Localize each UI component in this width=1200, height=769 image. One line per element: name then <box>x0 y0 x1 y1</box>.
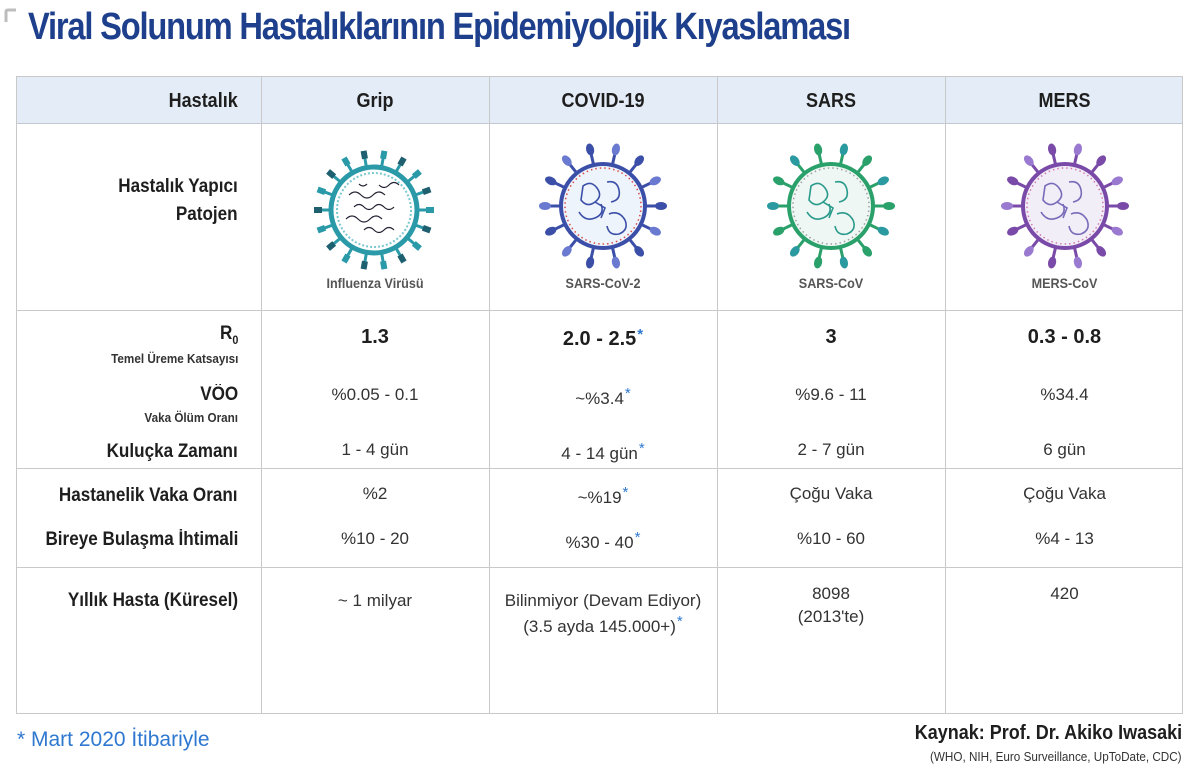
hospital-label: Hastanelik Vaka Oranı <box>59 485 238 506</box>
corner-mark-icon <box>4 8 18 24</box>
header-covid: COVID-19 <box>561 90 645 112</box>
cfr-mers: %34.4 <box>1040 385 1089 404</box>
annual-covid-line2: (3.5 ayda 145.000+)* <box>523 613 683 636</box>
r0-sars: 3 <box>825 326 837 348</box>
incubation-label: Kuluçka Zamanı <box>106 441 238 462</box>
source-references: (WHO, NIH, Euro Surveillance, UpToDate, CDC) <box>930 749 1182 764</box>
sars-cov-2-virus-icon <box>537 140 669 272</box>
transmission-covid: %30 - 40* <box>565 529 641 552</box>
r0-sublabel: Temel Üreme Katsayısı <box>110 351 238 366</box>
header-sars: SARS <box>805 90 857 112</box>
cfr-label: VÖO <box>199 384 238 405</box>
incubation-sars: 2 - 7 gün <box>797 440 865 459</box>
r0-covid: 2.0 - 2.5* <box>562 326 644 350</box>
cfr-grip: %0.05 - 0.1 <box>331 385 419 404</box>
transmission-label: Bireye Bulaşma İhtimali <box>45 529 238 550</box>
pathogen-sars: SARS-CoV <box>798 275 864 291</box>
annual-mers: 420 <box>1050 584 1079 603</box>
transmission-sars: %10 - 60 <box>796 529 866 548</box>
annual-label: Yıllık Hasta (Küresel) <box>67 590 238 611</box>
row-divider <box>17 567 1182 568</box>
incubation-grip: 1 - 4 gün <box>341 440 409 459</box>
header-mers: MERS <box>1038 90 1091 112</box>
page-title: Viral Solunum Hastalıklarının Epidemiyolojik Kıyaslaması <box>28 6 850 48</box>
incubation-mers: 6 gün <box>1043 440 1086 459</box>
cfr-sublabel: Vaka Ölüm Oranı <box>144 410 238 425</box>
hospital-grip: %2 <box>362 484 388 503</box>
source-credit: Kaynak: Prof. Dr. Akiko Iwasaki <box>914 722 1182 744</box>
cfr-covid: ~%3.4* <box>575 385 631 408</box>
comparison-table <box>16 76 1183 714</box>
cfr-sars: %9.6 - 11 <box>795 385 867 404</box>
pathogen-grip: Influenza Virüsü <box>326 275 424 291</box>
influenza-virus-icon <box>309 145 439 275</box>
annual-grip: ~ 1 milyar <box>337 591 413 610</box>
r0-mers: 0.3 - 0.8 <box>1027 326 1102 348</box>
row-divider <box>17 310 1182 311</box>
annual-sars-line2: (2013'te) <box>797 607 865 626</box>
mers-cov-virus-icon <box>999 140 1131 272</box>
header-label: Hastalık <box>168 90 238 112</box>
pathogen-label-line2: Patojen <box>176 204 238 225</box>
pathogen-covid: SARS-CoV-2 <box>565 275 641 291</box>
row-divider <box>17 468 1182 469</box>
r0-grip: 1.3 <box>361 326 389 348</box>
hospital-sars: Çoğu Vaka <box>789 484 873 503</box>
pathogen-mers: MERS-CoV <box>1031 275 1098 291</box>
r0-label: $R_0$ <box>219 323 238 347</box>
hospital-mers: Çoğu Vaka <box>1023 484 1106 503</box>
transmission-grip: %10 - 20 <box>340 529 410 548</box>
pathogen-label-line1: Hastalık Yapıcı <box>118 176 238 197</box>
hospital-covid: ~%19* <box>577 484 629 507</box>
footnote: * Mart 2020 İtibariyle <box>17 728 210 751</box>
incubation-covid: 4 - 14 gün* <box>561 440 645 463</box>
annual-covid-line1: Bilinmiyor (Devam Ediyor) <box>504 591 702 610</box>
header-grip: Grip <box>356 90 394 112</box>
transmission-mers: %4 - 13 <box>1035 529 1094 548</box>
annual-sars-line1: 8098 <box>812 584 850 603</box>
sars-cov-virus-icon <box>765 140 897 272</box>
